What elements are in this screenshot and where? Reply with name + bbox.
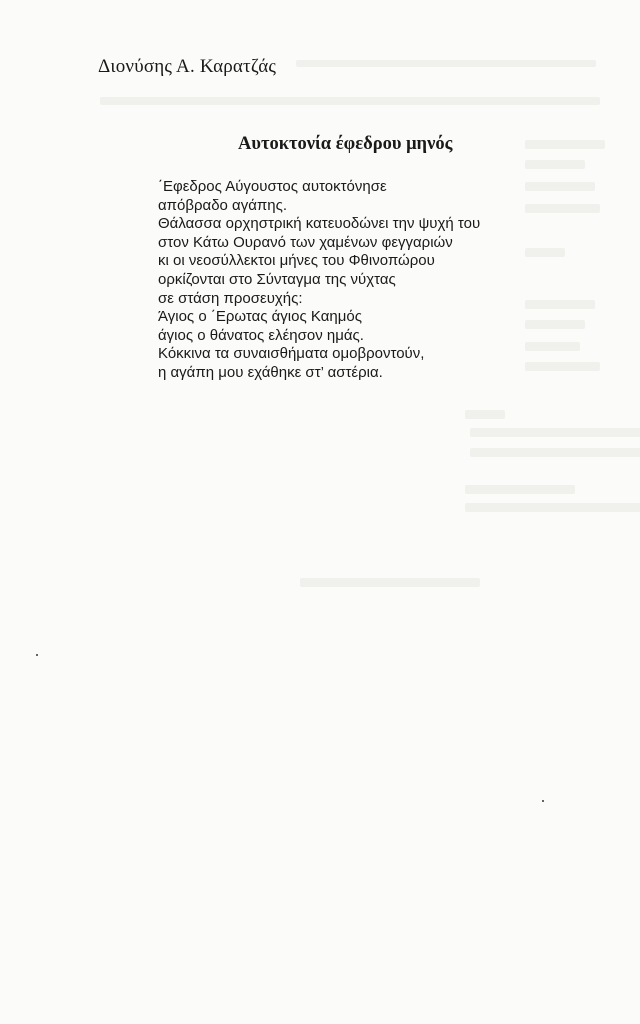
poem-line: άγιος ο θάνατος ελέησον ημάς.	[158, 326, 364, 344]
poem-line: Άγιος ο ΄Ερωτας άγιος Καημός	[158, 308, 362, 326]
poem-line: Κόκκινα τα συναισθήματα ομοβροντούν,	[158, 345, 425, 363]
poem-line: ορκίζονται στο Σύνταγμα της νύχτας	[158, 270, 396, 288]
poem-line: κι οι νεοσύλλεκτοι μήνες του Φθινοπώρου	[158, 252, 435, 270]
paper-speck	[542, 800, 544, 802]
paper-speck	[36, 654, 38, 656]
poem-body	[158, 178, 480, 383]
poem-line: στον Κάτω Ουρανό των χαμένων φεγγαριών	[158, 233, 453, 251]
poem-line: απόβραδο αγάπης.	[158, 196, 287, 214]
poem-line: η αγάπη μου εχάθηκε στ’ αστέρια.	[158, 363, 383, 381]
poem-line: Θάλασσα ορχηστρική κατευοδώνει την ψυχή του	[158, 215, 481, 233]
poem-line: σε στάση προσευχής:	[158, 289, 303, 307]
poem-title: Αυτοκτονία έφεδρου μηνός	[238, 134, 453, 154]
poem-line: ΄Εφεδρος Αύγουστος αυτοκτόνησε	[158, 178, 387, 195]
author-name: Διονύσης Α. Καρατζάς	[98, 56, 277, 77]
